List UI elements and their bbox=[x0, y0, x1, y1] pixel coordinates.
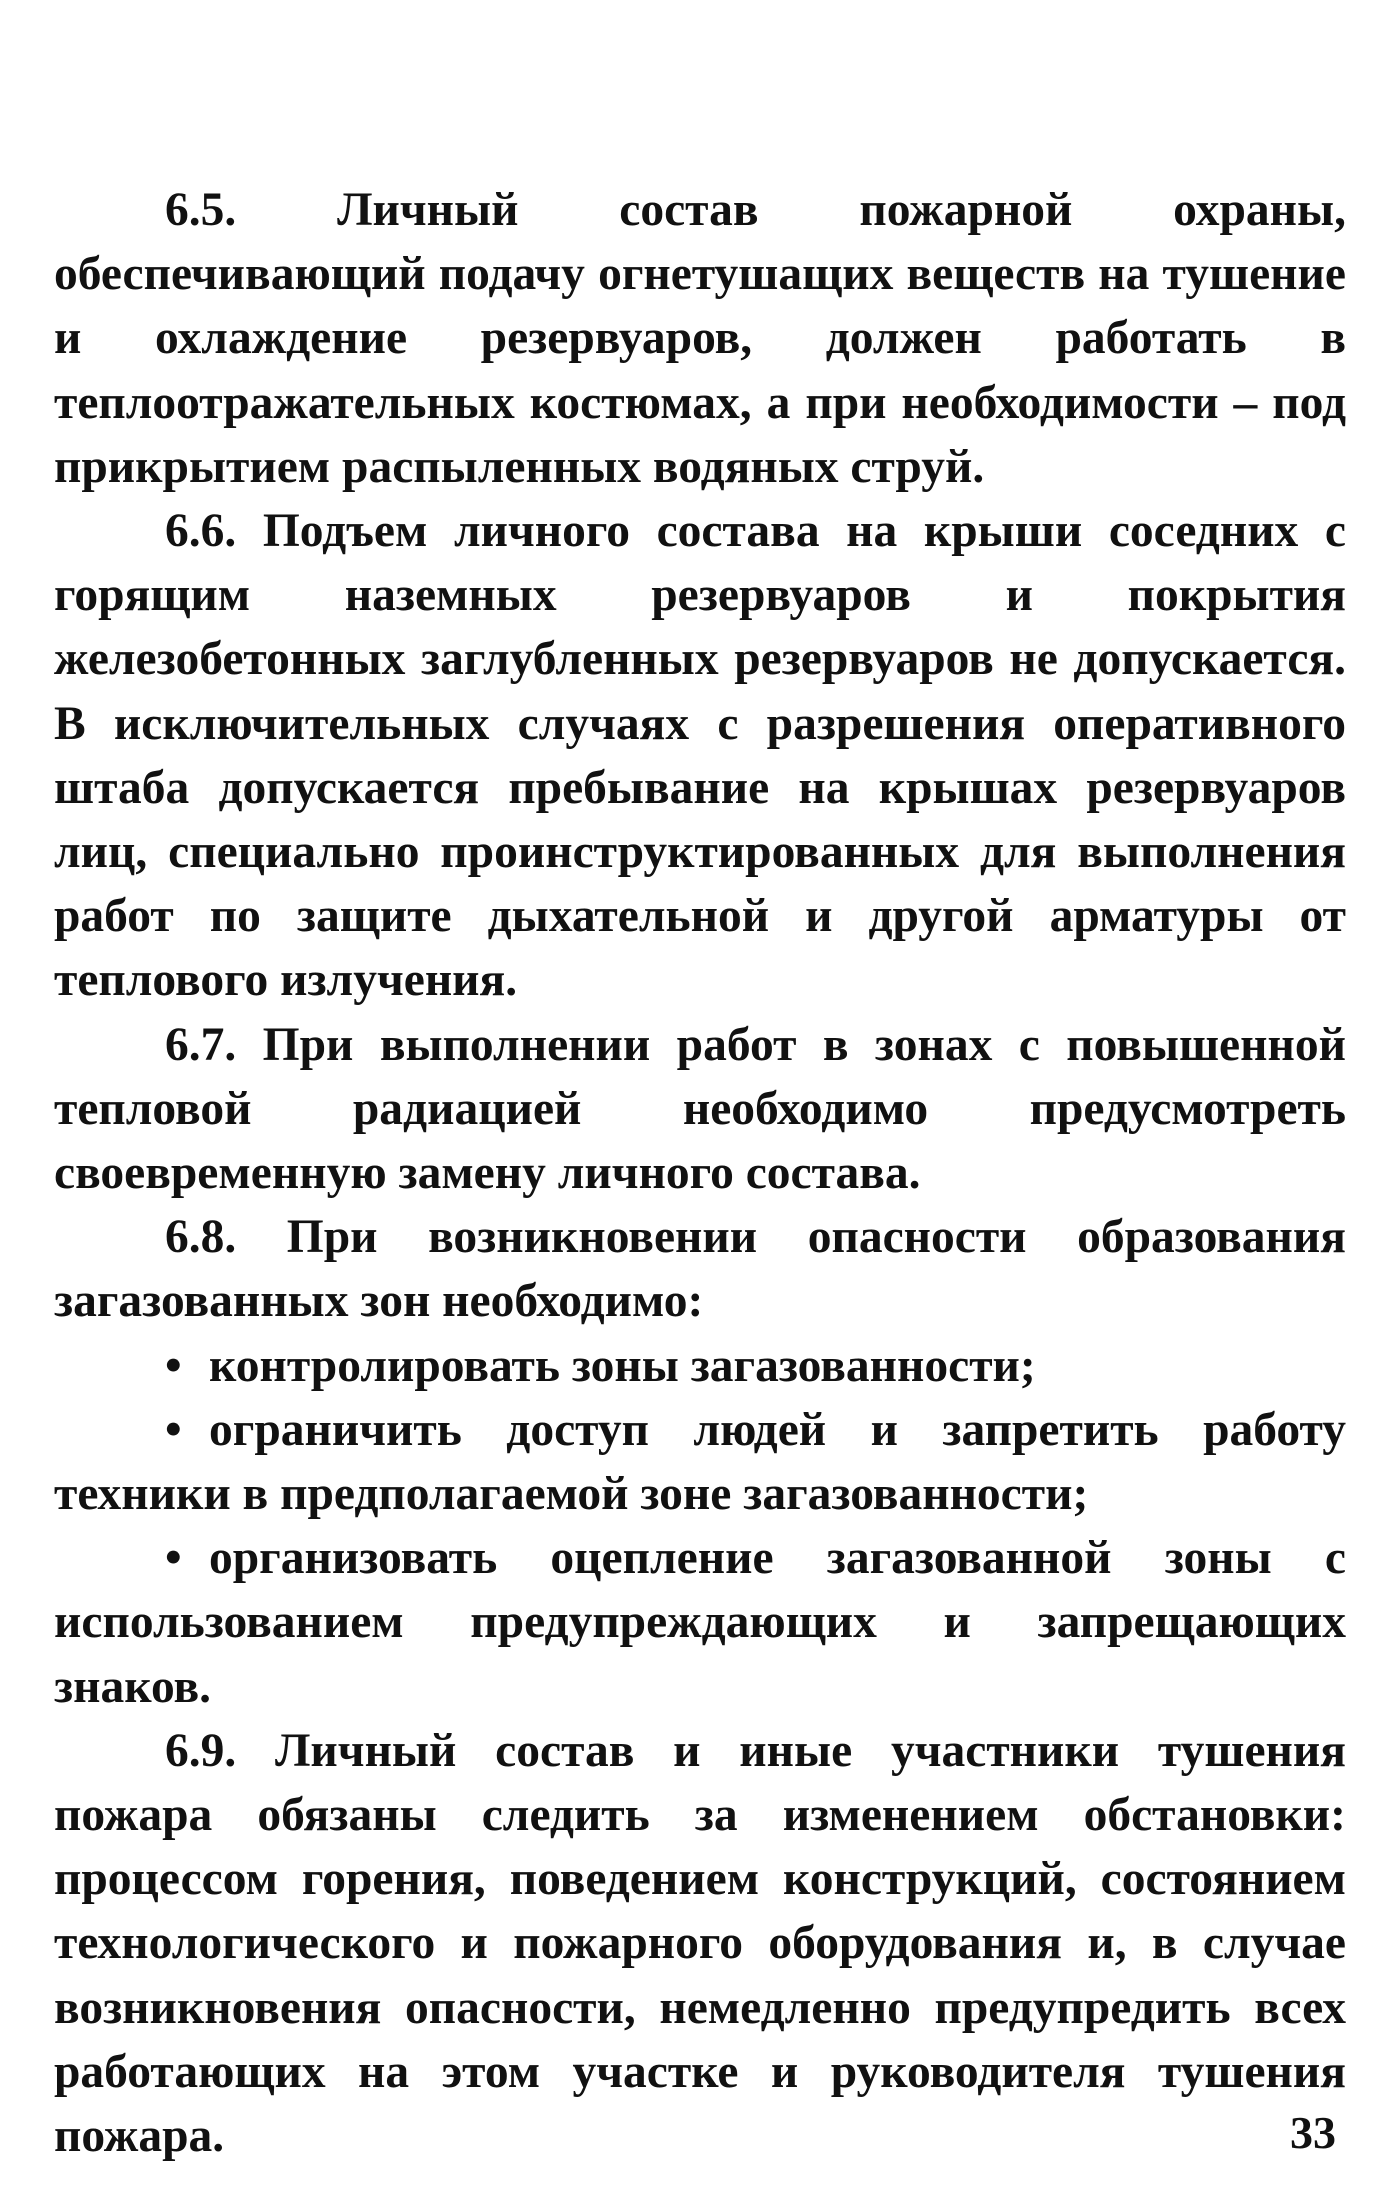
bullet-item bbox=[54, 1526, 1346, 1719]
bullet-icon: • bbox=[165, 1403, 182, 1456]
body-text bbox=[54, 178, 1346, 2168]
bullet-text: организовать оцепление загазованной зоны с использованием предупреждающих и запрещающих знаков. bbox=[54, 1532, 1346, 1713]
bullet-icon: • bbox=[165, 1339, 182, 1392]
paragraph-6-6: 6.6. Подъем личного состава на крыши соседних с горящим наземных резервуаров и покрытия железобетонных заглубленных резервуаров не допускается. В исключительных случаях с разрешения оперативного штаба допускается пребывание на крышах резервуаров лиц, специально проинструктированных для выполнения работ по защите дыхательной и другой арматуры от теплового излучения. bbox=[54, 505, 1346, 1007]
paragraph-6-7: 6.7. При выполнении работ в зонах с повышенной тепловой радиацией необходимо предусмотреть своевременную замену личного состава. bbox=[54, 1018, 1346, 1200]
paragraph-6-8: 6.8. При возникновении опасности образования загазованных зон необходимо: bbox=[54, 1211, 1346, 1328]
page-number: 33 bbox=[1290, 2107, 1336, 2158]
paragraph-6-9: 6.9. Личный состав и иные участники тушения пожара обязаны следить за изменением обстановки: процессом горения, поведением конструкций, состоянием технологического и пожарного оборудования и, в случае возникновения опасности, немедленно предупредить всех работающих на этом участке и руководителя тушения пожара. bbox=[54, 1724, 1346, 2163]
bullet-icon: • bbox=[165, 1532, 182, 1585]
bullet-item bbox=[54, 1398, 1346, 1526]
paragraph-6-5: 6.5. Личный состав пожарной охраны, обеспечивающий подачу огнетушащих веществ на тушение и охлаждение резервуаров, должен работать в теплоотражательных костюмах, а при необходимости – под прикрытием распыленных водяных струй. bbox=[54, 184, 1346, 493]
bullet-item bbox=[54, 1334, 1346, 1398]
bullet-text: контролировать зоны загазованности; bbox=[209, 1339, 1036, 1392]
bullet-text: ограничить доступ людей и запретить работу техники в предполагаемой зоне загазованности; bbox=[54, 1403, 1346, 1521]
